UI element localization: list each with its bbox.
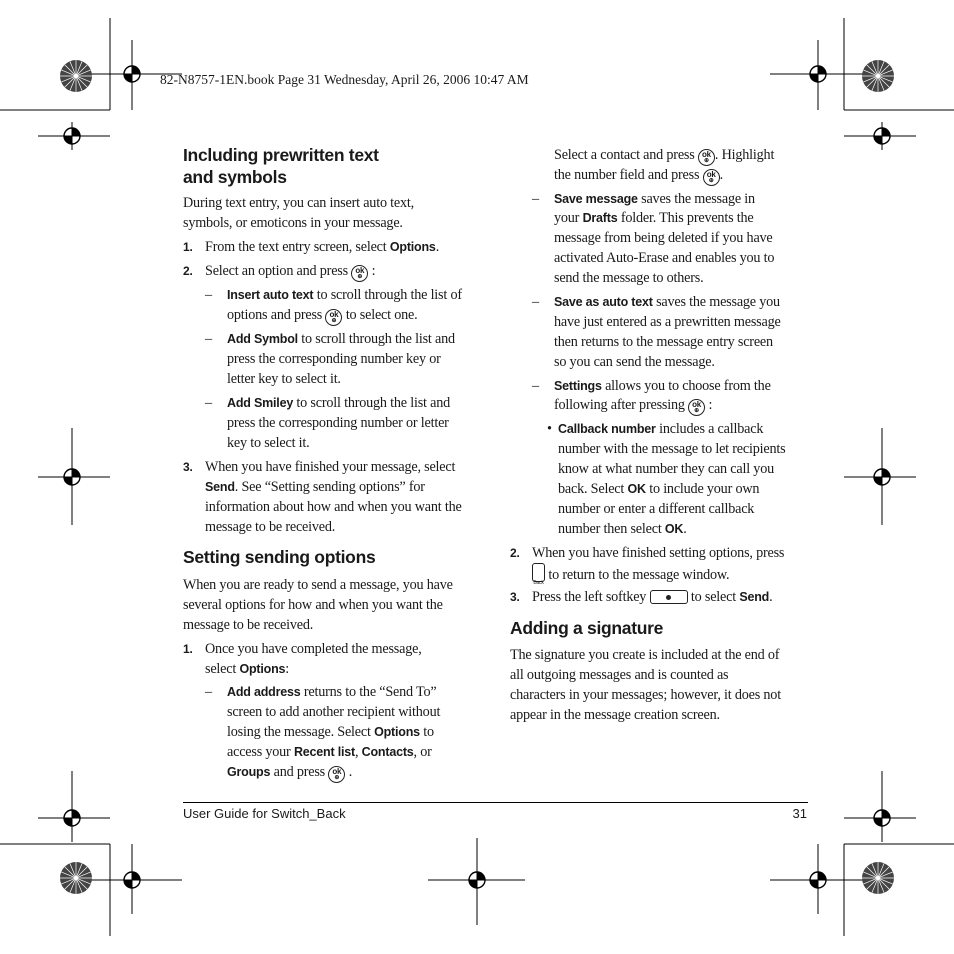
left-column (183, 0, 493, 800)
step-3: 3. (183, 460, 193, 474)
option-add-address-4: access your Recent list, Contacts, or (227, 744, 432, 760)
option-save-message-4: activated Auto-Erase and enables you to (554, 250, 775, 266)
option-save-auto-text-4: so you can send the message. (554, 354, 715, 370)
option-add-smiley-2: press the corresponding number or letter (227, 415, 449, 431)
option-save-message-2: your Drafts folder. This prevents the (554, 210, 754, 226)
options-step-2: 2. (510, 546, 520, 560)
dash: – (532, 294, 539, 310)
back-key-icon: Back (532, 563, 545, 582)
option-save-auto-text: Save as auto text saves the message you (554, 294, 780, 310)
option-add-symbol-3: letter key to select it. (227, 371, 341, 387)
section-heading-prewritten-2: and symbols (183, 167, 287, 187)
option-settings-2: following after pressing ok ⊕ : (554, 397, 713, 414)
dash: – (532, 378, 539, 394)
signature-line-4: appear in the message creation screen. (510, 707, 720, 723)
contact-line-1: Select a contact and press ok ⊕ . Highlight (554, 147, 775, 164)
ok-key-icon: ok ⊕ (325, 309, 342, 326)
section-heading-prewritten: Including prewritten text (183, 145, 379, 165)
option-add-smiley: Add Smiley to scroll through the list and (227, 395, 451, 411)
options-step-2-text-2: Back to return to the message window. (532, 563, 729, 585)
step-3-text-4: message to be received. (205, 519, 336, 535)
dash: – (205, 331, 212, 347)
callback-number-4: back. Select OK to include your own (558, 481, 760, 497)
send-step-1: 1. (183, 642, 193, 656)
send-step-1-text-2: select Options: (205, 661, 290, 677)
step-1: 1. (183, 240, 193, 254)
signature-line-2: all outgoing messages and is counted as (510, 667, 729, 683)
options-step-2-text-1: When you have finished setting options, press (532, 545, 785, 561)
intro-line-1: During text entry, you can insert auto text, (183, 195, 415, 211)
option-add-smiley-3: key to select it. (227, 435, 310, 451)
callback-number-2: number with the message to let recipients (558, 441, 786, 457)
callback-number-5: number or enter a different callback (558, 501, 755, 517)
send-step-1-text-1: Once you have completed the message, (205, 641, 422, 657)
signature-line-3: characters in your messages; however, it does not (510, 687, 781, 703)
option-add-address-3: losing the message. Select Options to (227, 724, 434, 740)
option-insert-auto-text-2: options and press ok ⊕ to select one. (227, 307, 418, 324)
step-2-text: Select an option and press ok ⊕ : (205, 263, 376, 280)
step-3-text-2: Send. See “Setting sending options” for (205, 479, 425, 495)
option-add-symbol: Add Symbol to scroll through the list and (227, 331, 455, 347)
option-save-auto-text-3: then returns to the message entry screen (554, 334, 773, 350)
step-3-text-3: information about how and when you want the (205, 499, 462, 515)
dash: – (205, 684, 212, 700)
option-save-message-5: send the message to others. (554, 270, 704, 286)
step-1-text: From the text entry screen, select Options. (205, 239, 440, 255)
section-heading-sending-options: Setting sending options (183, 547, 376, 567)
callback-number-3: know at what number they can call you (558, 461, 774, 477)
dash: – (205, 395, 212, 411)
option-save-auto-text-2: have just entered as a prewritten message (554, 314, 781, 330)
print-header: 82-N8757-1EN.book Page 31 Wednesday, April 26, 2006 10:47 AM (160, 72, 529, 87)
left-softkey-icon (650, 590, 688, 604)
option-save-message: Save message saves the message in (554, 191, 755, 207)
option-add-address-2: screen to add another recipient without (227, 704, 441, 720)
sending-intro-3: message to be received. (183, 617, 314, 633)
step-2: 2. (183, 264, 193, 278)
dash: – (205, 287, 212, 303)
contact-line-2: the number field and press ok ⊕ . (554, 167, 724, 184)
bullet: • (547, 421, 552, 437)
ok-key-icon: ok ⊕ (351, 265, 368, 282)
intro-line-2: symbols, or emoticons in your message. (183, 215, 403, 231)
option-add-address: Add address returns to the “Send To” (227, 684, 437, 700)
ok-key-icon: ok ⊕ (698, 149, 715, 166)
callback-number-1: Callback number includes a callback (558, 421, 764, 437)
options-step-3-text: Press the left softkey to select Send. (532, 589, 773, 605)
sending-intro-2: several options for how and when you want the (183, 597, 443, 613)
dash: – (532, 191, 539, 207)
footer-rule (183, 802, 808, 803)
options-step-3: 3. (510, 590, 520, 604)
option-save-message-3: message from being deleted if you have (554, 230, 773, 246)
step-3-text-1: When you have finished your message, select (205, 459, 456, 475)
footer-title: User Guide for Switch_Back (183, 806, 346, 821)
ok-key-icon: ok ⊕ (688, 399, 705, 416)
section-heading-signature: Adding a signature (510, 618, 664, 638)
ok-key-icon: ok ⊕ (703, 169, 720, 186)
signature-line-1: The signature you create is included at the end of (510, 647, 780, 663)
ok-key-icon: ok ⊕ (328, 766, 345, 783)
option-add-symbol-2: press the corresponding number key or (227, 351, 441, 367)
option-settings: Settings allows you to choose from the (554, 378, 771, 394)
right-column (510, 0, 810, 800)
callback-number-6: number then select OK. (558, 521, 687, 537)
option-add-address-5: Groups and press ok ⊕ . (227, 764, 353, 781)
sending-intro-1: When you are ready to send a message, you have (183, 577, 453, 593)
page-number: 31 (792, 806, 807, 821)
option-insert-auto-text: Insert auto text to scroll through the list of (227, 287, 462, 303)
